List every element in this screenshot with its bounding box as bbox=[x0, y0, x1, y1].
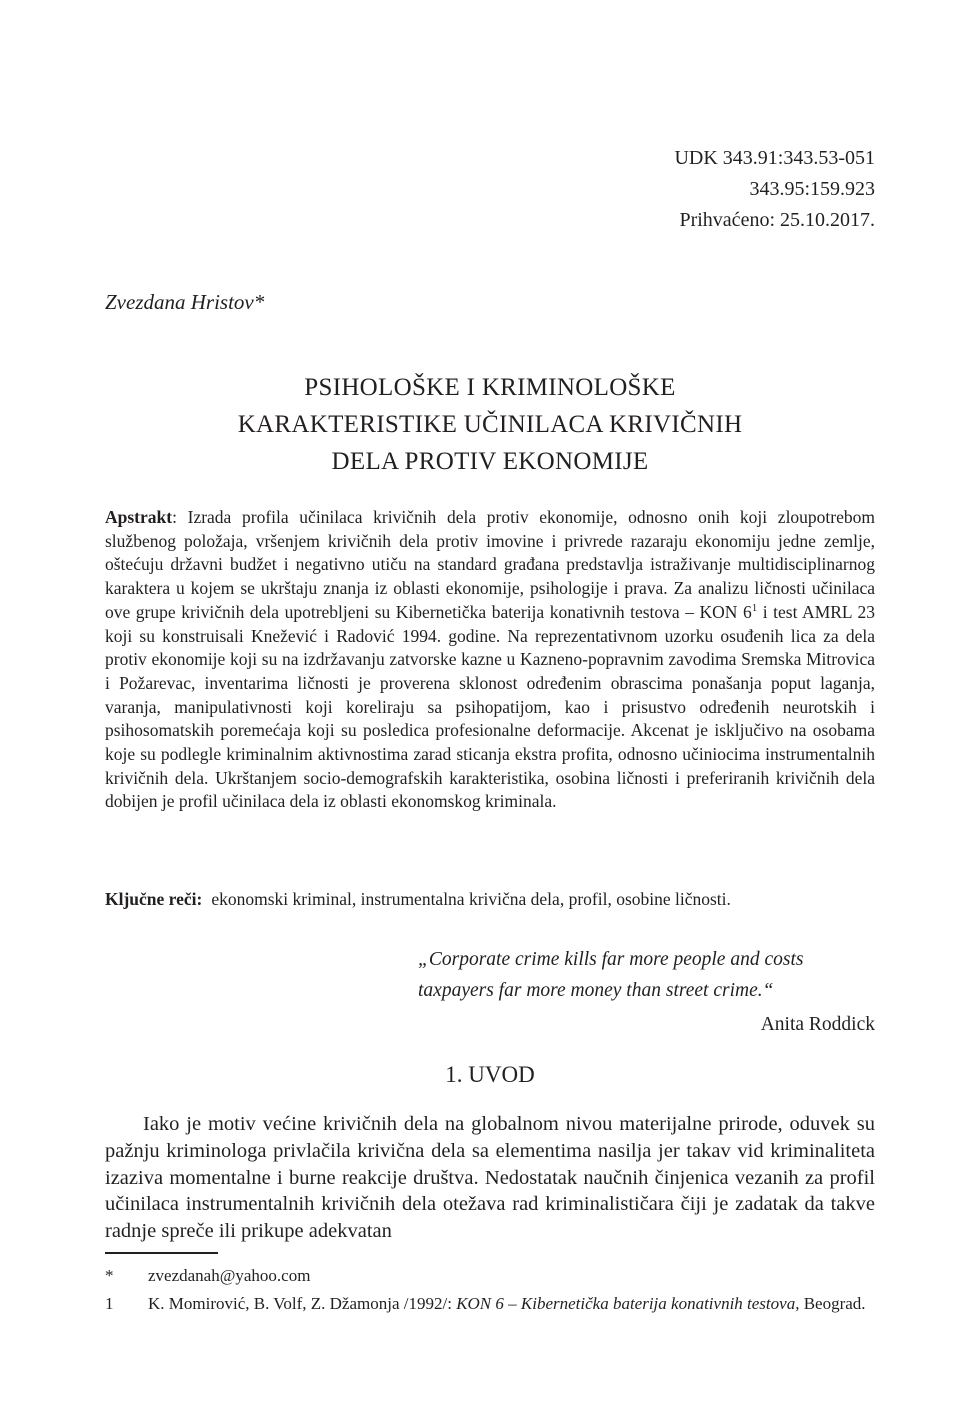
footnote-reference-superscript: 1 bbox=[751, 601, 758, 614]
footnote-item-reference bbox=[105, 1292, 875, 1315]
footnote-ref-italic-part: KON 6 – Kibernetička baterija konativnih testova, bbox=[456, 1294, 800, 1313]
title-line-2: KARAKTERISTIKE UČINILACA KRIVIČNIH bbox=[237, 411, 743, 438]
author-name: Zvezdana Hristov bbox=[105, 290, 254, 314]
section-heading-uvod: 1. UVOD bbox=[445, 1062, 535, 1087]
quote-attribution: Anita Roddick bbox=[760, 1014, 875, 1035]
footnote-marker: 1 bbox=[105, 1294, 114, 1313]
pull-quote bbox=[418, 944, 875, 1040]
abstract-label: Apstrakt bbox=[105, 507, 173, 527]
author-footnote-marker: * bbox=[253, 290, 265, 314]
keywords-line bbox=[105, 888, 875, 912]
keywords-label: Ključne reči: bbox=[105, 889, 203, 909]
udk-line-2: 343.95:159.923 bbox=[749, 178, 875, 200]
footnote-ref-tail-part: Beograd. bbox=[799, 1294, 866, 1313]
accepted-date-line: Prihvaćeno: 25.10.2017. bbox=[679, 209, 875, 231]
footnote-item-email bbox=[105, 1264, 875, 1287]
footnotes-block bbox=[105, 1264, 875, 1320]
keywords-text: ekonomski kriminal, instrumentalna krivična dela, profil, osobine ličnosti. bbox=[211, 889, 731, 909]
article-title bbox=[105, 369, 875, 480]
footnote-ref-regular-part: K. Momirović, B. Volf, Z. Džamonja /1992/: bbox=[148, 1294, 457, 1313]
abstract-paragraph bbox=[105, 506, 875, 814]
footnote-divider bbox=[105, 1252, 218, 1254]
footnote-text-email: zvezdanah@yahoo.com bbox=[148, 1266, 311, 1285]
footnote-marker: * bbox=[105, 1266, 114, 1285]
author-line bbox=[105, 290, 264, 315]
udk-line-1: UDK 343.91:343.53-051 bbox=[674, 147, 875, 169]
title-line-1: PSIHOLOŠKE I KRIMINOLOŠKE bbox=[304, 374, 676, 401]
title-line-3: DELA PROTIV EKONOMIJE bbox=[331, 448, 649, 475]
abstract-text-before-ref: : Izrada profila učinilaca krivičnih dela protiv ekonomije, odnosno onih koji zloupotrebom službenog položaja, vršenjem krivičnih dela protiv imovine i privrede razaraju ekonomiju jedne zemlje, oštećuju državni budžet i negativno utiču na standard građana predstavlja istraživanje multidisciplinarnog karaktera u kojem se ukrštaju znanja iz oblasti ekonomije, psihologije i prava. Za analizu ličnosti učinilaca ove grupe krivičnih dela upotrebljeni su Kibernetička baterija konativnih testova – KON 6 bbox=[105, 507, 875, 622]
intro-paragraph: Iako je motiv većine krivičnih dela na globalnom nivou materijalne prirode, oduvek su pažnju kriminologa privlačila krivična dela sa elementima nasilja jer takav vid kriminaliteta izaziva momentalne i burne reakcije društva. Nedostatak naučnih činjenica vezanih za profil učinilaca instrumentalnih krivičnih dela otežava rad kriminalističara čiji je zadatak da takve radnje spreče ili prikupe adekvatan bbox=[105, 1113, 875, 1243]
header-meta-block bbox=[674, 143, 875, 236]
quote-line-1: „Corporate crime kills far more people and costs bbox=[418, 949, 804, 970]
quote-line-2: taxpayers far more money than street crime.“ bbox=[418, 980, 774, 1001]
footnote-text-reference bbox=[148, 1292, 875, 1315]
abstract-text-after-ref: i test AMRL 23 koji su konstruisali Knežević i Radović 1994. godine. Na reprezentativnom uzorku osuđenih lica za dela protiv ekonomije koji su na izdržavanju zatvorske kazne u Kazneno-popravnim zavodima Sremska Mitrovica i Požarevac, inventarima ličnosti je proverena sklonost određenim obrascima ponašanja poput laganja, varanja, manipulativnosti koji koreliraju sa psihopatijom, kao i prisustvo određenih neurotskih i psihosomatskih poremećaja koji su posledica profesionalne deformacije. Akcenat je isključivo na osobama koje su podlegle kriminalnim aktivnostima zarad sticanja ekstra profita, odnosno učiniocima instrumentalnih krivičnih dela. Ukrštanjem socio-demografskih karakteristika, osobina ličnosti i preferiranih krivičnih dela dobijen je profil učinilaca dela iz oblasti ekonomskog kriminala. bbox=[105, 601, 876, 812]
